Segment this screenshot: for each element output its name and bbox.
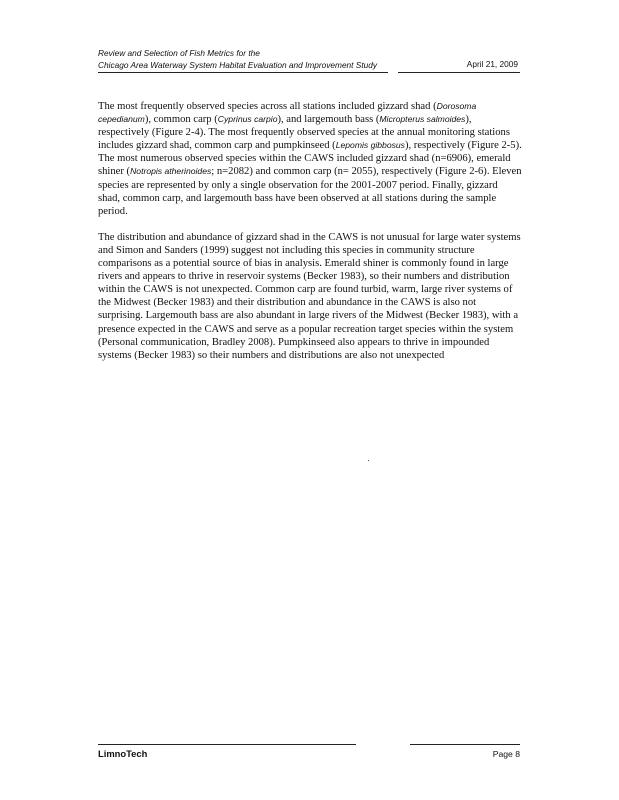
p1-text-4: ), respectively (Figure 2-4). The most frequently observed species at the annual monitoring stations includes gizzard shad, common carp and pumpkinseed ( xyxy=(98,114,510,152)
footer-page-number: Page 8 xyxy=(492,749,520,759)
paragraph-distribution-abundance: The distribution and abundance of gizzard shad in the CAWS is not unusual for large water systems and Simon and Sanders (1999) suggest not including this species in community structure comparisons as a potential source of bias in analysis. Emerald shiner is commonly found in large rivers and appears to thrive in reservoir systems (Becker 1983), so their numbers and distribution within the CAWS is not unexpected. Common carp are found turbid, warm, large river systems of the Midwest (Becker 1983) and their distribution and abundance in the CAWS is also not surprising. Largemouth bass are also abundant in large rivers of the Midwest (Becker 1983), with a presence expected in the CAWS and serve as a popular recreation target species within the system (Personal communication, Bradley 2008). Pumpkinseed also appears to thrive in impounded systems (Becker 1983) so their numbers and distributions are also not unexpected xyxy=(98,231,521,361)
page-header xyxy=(98,47,518,71)
species-name-common-carp: Cyprinus carpio xyxy=(217,114,278,125)
p1-text-1: The most frequently observed species across all stations included gizzard shad ( xyxy=(98,101,437,112)
species-name-largemouth-bass: Micropterus salmoides xyxy=(379,114,466,125)
header-title-line-2: Chicago Area Waterway System Habitat Evaluation and Improvement Study xyxy=(98,60,378,70)
p1-text-3: ), and largemouth bass ( xyxy=(277,114,380,126)
header-title-line-1: Review and Selection of Fish Metrics for the xyxy=(98,48,260,58)
stray-mark xyxy=(368,460,369,461)
footer-rule xyxy=(98,744,356,745)
p1-text-2: ), common carp ( xyxy=(144,114,218,126)
p1-text-5: ), respectively (Figure 2-5). The most numerous observed species within the CAWS included gizzard shad (n=6906), emerald shiner ( xyxy=(98,140,522,178)
document-body xyxy=(98,100,522,375)
p1-text-6: ; n=2082) and common carp (n= 2055), respectively (Figure 2-6). Eleven species are represented by only a single observation for the 2001-2007 period. Finally, gizzard shad, common carp, and largemouth bass have been observed at all stations during the sample period. xyxy=(98,166,522,217)
species-name-pumpkinseed: Lepomis gibbosus xyxy=(335,140,405,151)
header-rule xyxy=(98,72,388,73)
species-name-gizzard-shad: Dorosoma cepedianum xyxy=(98,101,477,125)
species-name-emerald-shiner: Notropis atherinoides xyxy=(130,166,212,177)
header-date: April 21, 2009 xyxy=(466,59,518,69)
footer-company: LimnoTech xyxy=(98,748,148,759)
header-rule-right xyxy=(398,72,520,73)
paragraph-species-observations xyxy=(98,100,522,218)
footer-rule-right xyxy=(410,744,520,745)
